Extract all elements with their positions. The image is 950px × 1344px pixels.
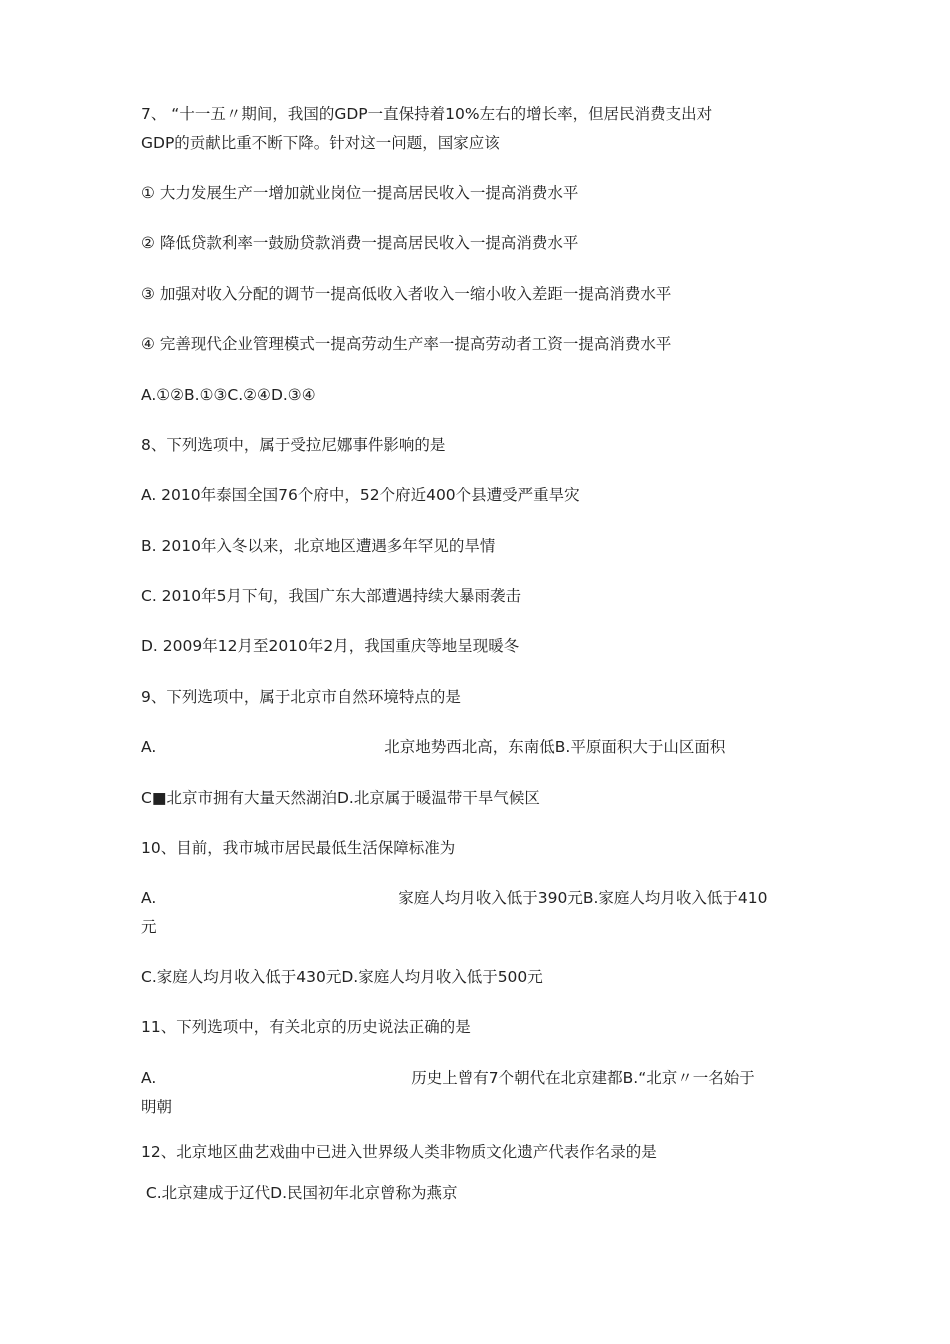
- q10-choice-cd: C.家庭人均月收入低于430元D.家庭人均月收入低于500元: [141, 968, 543, 986]
- q9-choice-ab-text: 北京地势西北高，东南低B.平原面积大于山区面积: [384, 738, 726, 756]
- q11-stem: 11、下列选项中，有关北京的历史说法正确的是: [141, 1018, 471, 1036]
- q8-choice-d: D. 2009年12月至2010年2月，我国重庆等地呈现暖冬: [141, 637, 520, 655]
- q9-choice-ab: [141, 737, 725, 757]
- q12-choice-cd: C.北京建成于辽代D.民国初年北京曾称为燕京: [141, 1184, 458, 1202]
- q11-choice-ab: [141, 1068, 755, 1088]
- q12-stem: 12、北京地区曲艺戏曲中已进入世界级人类非物质文化遗产代表作名录的是: [141, 1143, 657, 1161]
- q11-choice-a-label: A.: [141, 1069, 157, 1087]
- q11-choice-ab-cont: 明朝: [141, 1098, 173, 1116]
- q10-choice-ab-cont: 元: [141, 918, 157, 936]
- q7-option-4: ④ 完善现代企业管理模式一提高劳动生产率一提高劳动者工资一提高消费水平: [141, 335, 672, 353]
- q8-choice-c: C. 2010年5月下旬，我国广东大部遭遇持续大暴雨袭击: [141, 587, 521, 605]
- q7-option-2: ② 降低贷款利率一鼓励贷款消费一提高居民收入一提高消费水平: [141, 234, 579, 252]
- q8-stem: 8、下列选项中，属于受拉尼娜事件影响的是: [141, 436, 446, 454]
- q10-choice-ab: [141, 888, 768, 908]
- q11-choice-ab-text: 历史上曾有7个朝代在北京建都B.“北京〃一名始于: [411, 1069, 755, 1087]
- q7-answers: A.①②B.①③C.②④D.③④: [141, 386, 316, 404]
- q8-choice-b: B. 2010年入冬以来，北京地区遭遇多年罕见的旱情: [141, 537, 496, 555]
- q8-choice-a: A. 2010年泰国全国76个府中，52个府近400个县遭受严重旱灾: [141, 486, 580, 504]
- q10-choice-a-label: A.: [141, 889, 157, 907]
- q7-stem-line1: 7、 “十一五〃期间，我国的GDP一直保持着10%左右的增长率，但居民消费支出对: [141, 105, 713, 123]
- q9-choice-cd: C■北京市拥有大量天然湖泊D.北京属于暖温带干旱气候区: [141, 789, 540, 807]
- q7-option-1: ① 大力发展生产一增加就业岗位一提高居民收入一提高消费水平: [141, 184, 579, 202]
- q7-stem-line2: GDP的贡献比重不断下降。针对这一问题，国家应该: [141, 134, 500, 152]
- q9-choice-a-label: A.: [141, 738, 157, 756]
- q7-option-3: ③ 加强对收入分配的调节一提高低收入者收入一缩小收入差距一提高消费水平: [141, 285, 672, 303]
- q10-stem: 10、目前，我市城市居民最低生活保障标准为: [141, 839, 456, 857]
- q9-stem: 9、下列选项中，属于北京市自然环境特点的是: [141, 688, 461, 706]
- q10-choice-ab-text: 家庭人均月收入低于390元B.家庭人均月收入低于410: [398, 889, 768, 907]
